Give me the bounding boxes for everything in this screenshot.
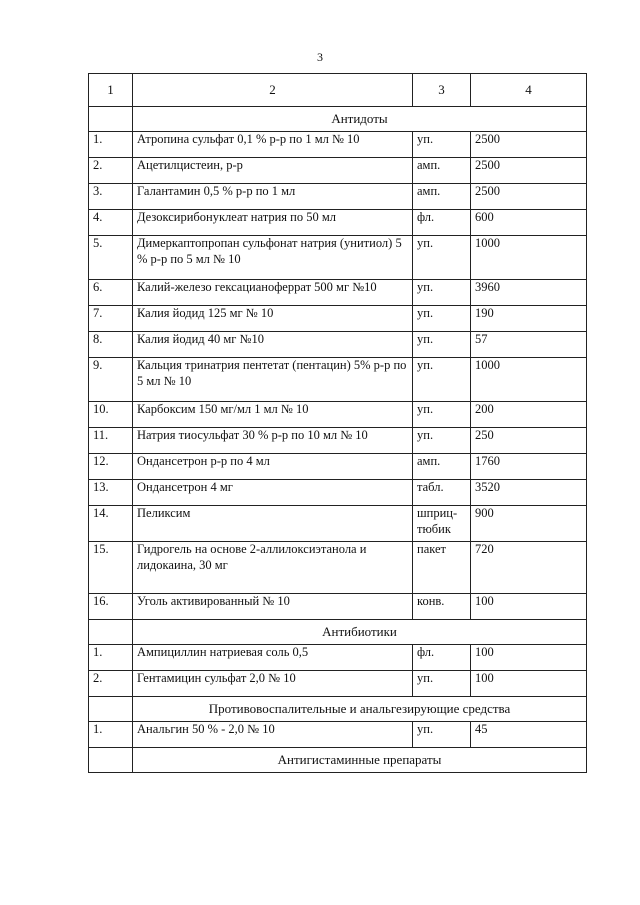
quantity: 250	[471, 428, 587, 454]
table-row	[89, 594, 587, 620]
section-number-cell	[89, 748, 133, 773]
unit-of-measure: уп.	[413, 358, 471, 402]
unit-of-measure: амп.	[413, 184, 471, 210]
table-row	[89, 332, 587, 358]
table-row	[89, 722, 587, 748]
section-number-cell	[89, 107, 133, 132]
medication-name: Ацетилцистеин, р-р	[133, 158, 413, 184]
row-number: 5.	[89, 236, 133, 280]
table-row	[89, 210, 587, 236]
unit-of-measure: уп.	[413, 306, 471, 332]
quantity: 190	[471, 306, 587, 332]
unit-of-measure: уп.	[413, 402, 471, 428]
column-header: 3	[413, 74, 471, 107]
quantity: 100	[471, 594, 587, 620]
medication-name: Анальгин 50 % - 2,0 № 10	[133, 722, 413, 748]
section-title: Противовоспалительные и анальгезирующие средства	[133, 697, 587, 722]
medication-name: Пеликсим	[133, 506, 413, 542]
row-number: 3.	[89, 184, 133, 210]
column-header: 4	[471, 74, 587, 107]
row-number: 13.	[89, 480, 133, 506]
medication-name: Ампициллин натриевая соль 0,5	[133, 645, 413, 671]
unit-of-measure: уп.	[413, 280, 471, 306]
quantity: 100	[471, 645, 587, 671]
quantity: 2500	[471, 184, 587, 210]
unit-of-measure: амп.	[413, 158, 471, 184]
section-row	[89, 107, 587, 132]
unit-of-measure: уп.	[413, 236, 471, 280]
row-number: 1.	[89, 645, 133, 671]
table-row	[89, 506, 587, 542]
quantity: 720	[471, 542, 587, 594]
page-number: 3	[317, 50, 323, 64]
quantity: 1760	[471, 454, 587, 480]
medication-name: Карбоксим 150 мг/мл 1 мл № 10	[133, 402, 413, 428]
row-number: 4.	[89, 210, 133, 236]
section-title: Антибиотики	[133, 620, 587, 645]
unit-of-measure: конв.	[413, 594, 471, 620]
unit-of-measure: табл.	[413, 480, 471, 506]
medication-name: Атропина сульфат 0,1 % р-р по 1 мл № 10	[133, 132, 413, 158]
table-row	[89, 480, 587, 506]
row-number: 9.	[89, 358, 133, 402]
unit-of-measure: амп.	[413, 454, 471, 480]
medication-name: Кальция тринатрия пентетат (пентацин) 5% р-р по 5 мл № 10	[133, 358, 413, 402]
row-number: 2.	[89, 671, 133, 697]
section-number-cell	[89, 697, 133, 722]
row-number: 11.	[89, 428, 133, 454]
medication-name: Ондансетрон р-р по 4 мл	[133, 454, 413, 480]
section-row	[89, 748, 587, 773]
medication-name: Натрия тиосульфат 30 % р-р по 10 мл № 10	[133, 428, 413, 454]
medication-name: Дезоксирибонуклеат натрия по 50 мл	[133, 210, 413, 236]
quantity: 100	[471, 671, 587, 697]
quantity: 1000	[471, 358, 587, 402]
row-number: 7.	[89, 306, 133, 332]
quantity: 57	[471, 332, 587, 358]
quantity: 900	[471, 506, 587, 542]
medication-name: Калия йодид 125 мг № 10	[133, 306, 413, 332]
table-row	[89, 645, 587, 671]
row-number: 10.	[89, 402, 133, 428]
table-row	[89, 280, 587, 306]
unit-of-measure: уп.	[413, 332, 471, 358]
row-number: 8.	[89, 332, 133, 358]
quantity: 45	[471, 722, 587, 748]
table-row	[89, 402, 587, 428]
medication-name: Гентамицин сульфат 2,0 № 10	[133, 671, 413, 697]
row-number: 6.	[89, 280, 133, 306]
table-row	[89, 132, 587, 158]
row-number: 1.	[89, 722, 133, 748]
medication-table	[88, 73, 587, 773]
unit-of-measure: шприц-тюбик	[413, 506, 471, 542]
quantity: 1000	[471, 236, 587, 280]
column-header: 1	[89, 74, 133, 107]
row-number: 15.	[89, 542, 133, 594]
quantity: 3960	[471, 280, 587, 306]
quantity: 200	[471, 402, 587, 428]
table-row	[89, 454, 587, 480]
unit-of-measure: фл.	[413, 210, 471, 236]
unit-of-measure: уп.	[413, 671, 471, 697]
medication-name: Калия йодид 40 мг №10	[133, 332, 413, 358]
quantity: 3520	[471, 480, 587, 506]
row-number: 2.	[89, 158, 133, 184]
unit-of-measure: фл.	[413, 645, 471, 671]
table-row	[89, 428, 587, 454]
table-row	[89, 236, 587, 280]
section-number-cell	[89, 620, 133, 645]
row-number: 1.	[89, 132, 133, 158]
unit-of-measure: пакет	[413, 542, 471, 594]
quantity: 2500	[471, 158, 587, 184]
table-row	[89, 542, 587, 594]
medication-name: Галантамин 0,5 % р-р по 1 мл	[133, 184, 413, 210]
table-row	[89, 184, 587, 210]
unit-of-measure: уп.	[413, 132, 471, 158]
section-row	[89, 620, 587, 645]
row-number: 16.	[89, 594, 133, 620]
column-header: 2	[133, 74, 413, 107]
quantity: 600	[471, 210, 587, 236]
medication-name: Гидрогель на основе 2-аллилоксиэтанола и лидокаина, 30 мг	[133, 542, 413, 594]
table-row	[89, 358, 587, 402]
row-number: 14.	[89, 506, 133, 542]
unit-of-measure: уп.	[413, 428, 471, 454]
medication-name: Уголь активированный № 10	[133, 594, 413, 620]
section-title: Антигистаминные препараты	[133, 748, 587, 773]
quantity: 2500	[471, 132, 587, 158]
table-row	[89, 306, 587, 332]
medication-name: Димеркаптопропан сульфонат натрия (унитиол) 5 % р-р по 5 мл № 10	[133, 236, 413, 280]
table-row	[89, 671, 587, 697]
section-title: Антидоты	[133, 107, 587, 132]
section-row	[89, 697, 587, 722]
table-row	[89, 158, 587, 184]
unit-of-measure: уп.	[413, 722, 471, 748]
row-number: 12.	[89, 454, 133, 480]
medication-name: Ондансетрон 4 мг	[133, 480, 413, 506]
column-header-row	[89, 74, 587, 107]
medication-name: Калий-железо гексацианоферрат 500 мг №10	[133, 280, 413, 306]
